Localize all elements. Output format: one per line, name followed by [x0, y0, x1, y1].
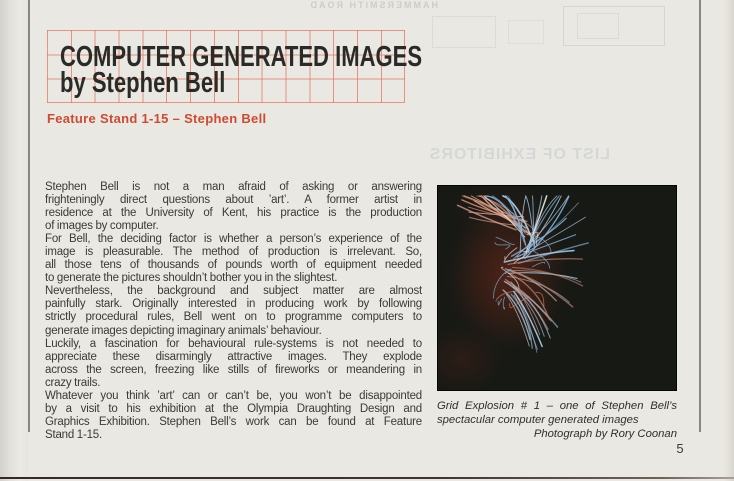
feature-stand-line: Feature Stand 1-15 – Stephen Bell [47, 111, 267, 126]
article-masthead-grid [47, 30, 423, 103]
body-line: Nevertheless, the background and subject matter are almost [45, 285, 422, 298]
body-line: strictly procedural rules, Bell went on to programme computers to [45, 311, 422, 324]
bleedthrough-road-text: HAMMERSMITH ROAD [308, 0, 438, 10]
paragraph [45, 338, 422, 390]
caption-line: Grid Explosion # 1 – one of Stephen Bell’s [437, 400, 677, 412]
body-line: Whatever you think ’art’ can or can’t be, you won’t be disappointed [45, 389, 422, 402]
article-title: COMPUTER GENERATED IMAGES [60, 41, 423, 73]
right-margin-rule [699, 0, 701, 432]
photo-caption [437, 399, 677, 441]
page-fold-shadow [0, 0, 28, 481]
body-line: frighteningly direct questions about ’art’. A former artist in [45, 194, 422, 207]
body-line: For Bell, the deciding factor is whether a person’s experience of the [45, 233, 422, 246]
body-line: crazy trails. [45, 376, 101, 389]
body-line: all those tens of thousands of pounds worth of equipment needed [45, 259, 422, 272]
body-line: Graphics Exhibition. Stephen Bell’s work can be found at Feature [45, 415, 422, 428]
body-line: generate images depicting imaginary animals’ behaviour. [45, 324, 322, 337]
body-line: Stephen Bell is not a man afraid of asking or answering [45, 181, 422, 193]
article-title-block [60, 41, 423, 99]
body-line: residence at the University of Kent, his practice is the production [45, 207, 422, 220]
artwork-photo [437, 185, 677, 391]
paragraph [45, 181, 422, 233]
body-line: Luckily, a fascination for behavioural rule-systems is not needed to [45, 337, 422, 350]
body-line: to generate the pictures shouldn’t bother you in the slightest. [45, 272, 338, 285]
body-line: appreciate these disarmingly attractive images. They explode [45, 350, 422, 363]
bleedthrough-list-heading: LIST OF EXHIBITORS [428, 146, 610, 163]
body-line: image is pleasurable. The method of production is irrelevant. So, [45, 246, 422, 259]
page-number: 5 [676, 441, 684, 456]
body-line: by a visit to his exhibition at the Olympia Draughting Design and [45, 402, 422, 415]
caption-line: Photograph by Rory Coonan [533, 428, 677, 440]
paragraph [45, 233, 422, 285]
paragraph [45, 285, 422, 337]
left-margin-rule [28, 0, 30, 432]
caption-line: spectacular computer generated images [437, 414, 639, 426]
bleedthrough-box [577, 13, 619, 39]
article-body [45, 181, 422, 442]
grid-explosion-artwork [438, 186, 676, 390]
article-byline: by Stephen Bell [60, 67, 226, 99]
bleedthrough-box [508, 20, 544, 44]
page-right-edge-shadow [724, 0, 734, 481]
bleedthrough-box [432, 16, 496, 48]
body-line: across the screen, freezing like stills of fireworks or meandering in [45, 363, 422, 376]
paragraph [45, 390, 422, 442]
page-bottom-edge [0, 477, 734, 479]
body-line: Stand 1-15. [45, 428, 102, 441]
body-line: of images by computer. [45, 220, 159, 233]
body-line: painfully stark. Originally interested in producing work by following [45, 298, 422, 311]
